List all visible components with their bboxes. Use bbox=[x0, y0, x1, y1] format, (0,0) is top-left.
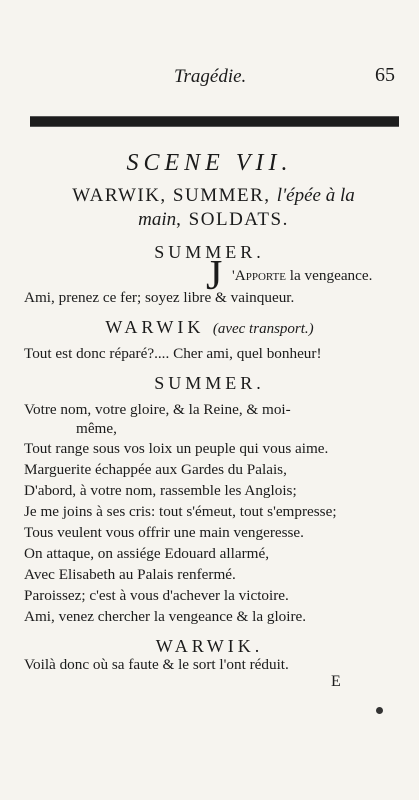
verse-line-7: D'abord, à votre nom, rassemble les Anglois; bbox=[24, 482, 297, 499]
verse-line-2: Ami, prenez ce fer; soyez libre & vainqueur. bbox=[24, 289, 295, 306]
first-line-rest: la vengeance. bbox=[286, 267, 373, 284]
speaker-summer-1: SUMMER. bbox=[154, 242, 265, 262]
verse-line-9: Tous veulent vous offrir une main vengeresse. bbox=[24, 524, 304, 541]
verse-line-14: Voilà donc où sa faute & le sort l'ont réduit. bbox=[24, 656, 289, 673]
speaker-summer-2: SUMMER. bbox=[154, 373, 265, 393]
speaker-warwik-1 bbox=[0, 317, 419, 338]
verse-line-1 bbox=[232, 267, 372, 285]
verse-line-11: Avec Elisabeth au Palais renfermé. bbox=[24, 566, 236, 583]
signature-mark: E bbox=[331, 673, 341, 690]
verse-line-6: Marguerite échappée aux Gardes du Palais, bbox=[24, 461, 287, 478]
verse-line-13: Ami, venez chercher la vengeance & la gloire. bbox=[24, 608, 307, 625]
running-title: Tragédie. bbox=[174, 66, 247, 87]
ink-blot bbox=[376, 707, 383, 714]
cast-stage-1: l'épée à la bbox=[276, 185, 355, 206]
verse-line-3: Tout est donc réparé?.... Cher ami, quel bonheur! bbox=[24, 345, 322, 362]
cast-list bbox=[30, 184, 397, 232]
speaker-warwik-2: WARWIK. bbox=[155, 636, 264, 656]
drop-capital: J bbox=[206, 253, 223, 299]
cast-names-2: , SOLDATS. bbox=[176, 209, 289, 230]
cast-stage-2: main bbox=[138, 209, 177, 230]
verse-line-12: Paroissez; c'est à vous d'achever la victoire. bbox=[24, 587, 289, 604]
verse-line-4: Votre nom, votre gloire, & la Reine, & moi- bbox=[24, 401, 291, 418]
ornamental-rule bbox=[30, 116, 399, 127]
running-head bbox=[24, 62, 401, 90]
stage-direction: (avec transport.) bbox=[212, 321, 314, 337]
verse-line-8: Je me joins à ses cris: tout s'émeut, tout s'empresse; bbox=[24, 503, 337, 520]
verse-line-5: Tout range sous vos loix un peuple qui vous aime. bbox=[24, 440, 329, 457]
verse-line-10: On attaque, on assiége Edouard allarmé, bbox=[24, 545, 270, 562]
verse-line-4-continuation: même, bbox=[76, 420, 117, 437]
scene-title: SCENE VII. bbox=[126, 150, 293, 176]
speaker-warwik-name: WARWIK bbox=[105, 317, 205, 337]
cast-names-1: WARWIK, SUMMER, bbox=[72, 185, 271, 206]
page-number: 65 bbox=[375, 64, 395, 86]
first-word: 'Apporte bbox=[232, 267, 286, 284]
